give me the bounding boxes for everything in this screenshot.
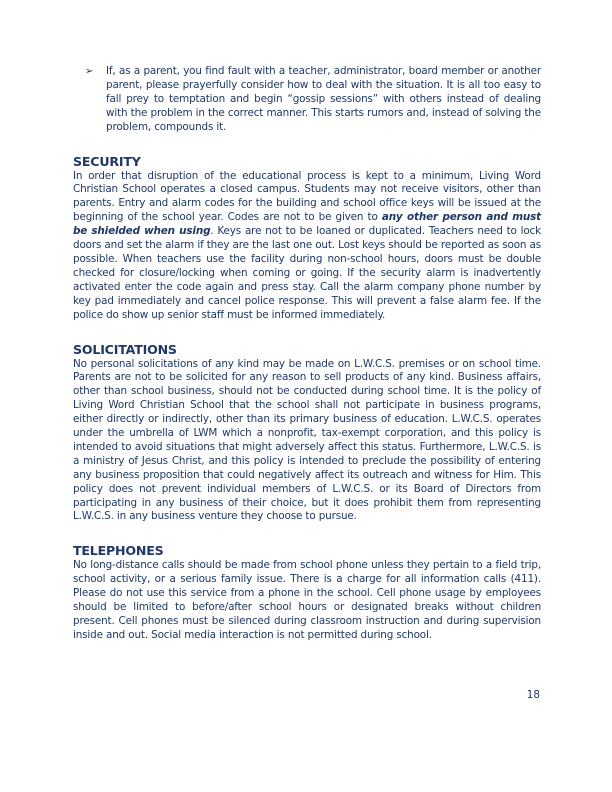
arrowhead-bullet-icon: ➢ bbox=[85, 66, 94, 77]
section-heading-solicitations: SOLICITATIONS bbox=[73, 341, 177, 357]
document-page bbox=[73, 65, 541, 643]
security-emphasis: any other person and must be shielded when using bbox=[73, 211, 541, 238]
section-body-security bbox=[73, 170, 541, 323]
page-number: 18 bbox=[526, 689, 540, 701]
section-solicitations bbox=[73, 343, 541, 525]
security-text-part-2: . Keys are not to be loaned or duplicated. Teachers need to lock doors and set the alarm if they are the last one out. Lost keys should be reported as soon as possible. When teachers use the facility during non-school hours, doors must be double checked for closure/locking when coming or going. If the security alarm is inadvertently activated enter the code again and press stay. Call the alarm company phone number by key pad immediately and cancel police response. This will prevent a false alarm fee. If the police do show up senior staff must be informed immediately. bbox=[73, 225, 541, 321]
section-body-telephones: No long-distance calls should be made from school phone unless they pertain to a field trip, school activity, or a serious family issue. There is a charge for all information calls (411). Please do not use this service from a phone in the school. Cell phone usage by employees should be limited to before/after school hours or designated breaks without children present. Cell phones must be silenced during classroom instruction and during supervision inside and out. Social media interaction is not permitted during school. bbox=[73, 559, 541, 641]
security-text-part-1: In order that disruption of the educational process is kept to a minimum, Living Word Christian School operates a closed campus. Students may not receive visitors, other than parents. Entry and alarm codes for the building and school office keys will be issued at the beginning of the school year. Codes are not to be given to bbox=[73, 169, 541, 224]
section-heading-telephones: TELEPHONES bbox=[73, 543, 164, 559]
bullet-paragraph-parent-conduct bbox=[73, 65, 541, 135]
section-heading-security: SECURITY bbox=[73, 153, 141, 169]
section-security bbox=[73, 155, 541, 323]
bullet-text: If, as a parent, you find fault with a teacher, administrator, board member or another parent, please prayerfully consider how to deal with the situation. It is all too easy to fall prey to temptation and begin “gossip sessions” with others instead of dealing with the problem in the correct manner. This starts rumors and, instead of solving the problem, compounds it. bbox=[106, 65, 541, 133]
section-body-solicitations: No personal solicitations of any kind may be made on L.W.C.S. premises or on school time. Parents are not to be solicited for any reason to sell products of any kind. Business affairs, other than school business, should not be conducted during school time. It is the policy of Living Word Christian School that the school shall not participate in business programs, either directly or indirectly, other than its primary business of education. L.W.C.S. operates under the umbrella of LWM which a nonprofit, tax-exempt corporation, and this policy is intended to avoid situations that might adversely affect this status. Furthermore, L.W.C.S. is a ministry of Jesus Christ, and this policy is intended to preclude the possibility of entering any business proposition that could negatively affect its outreach and witness for Him. This policy does not prevent individual members of L.W.C.S. or its Board of Directors from participating in any business of their choice, but it does prohibit them from representing L.W.C.S. in any business venture they choose to pursue. bbox=[73, 357, 541, 523]
section-telephones bbox=[73, 544, 541, 642]
